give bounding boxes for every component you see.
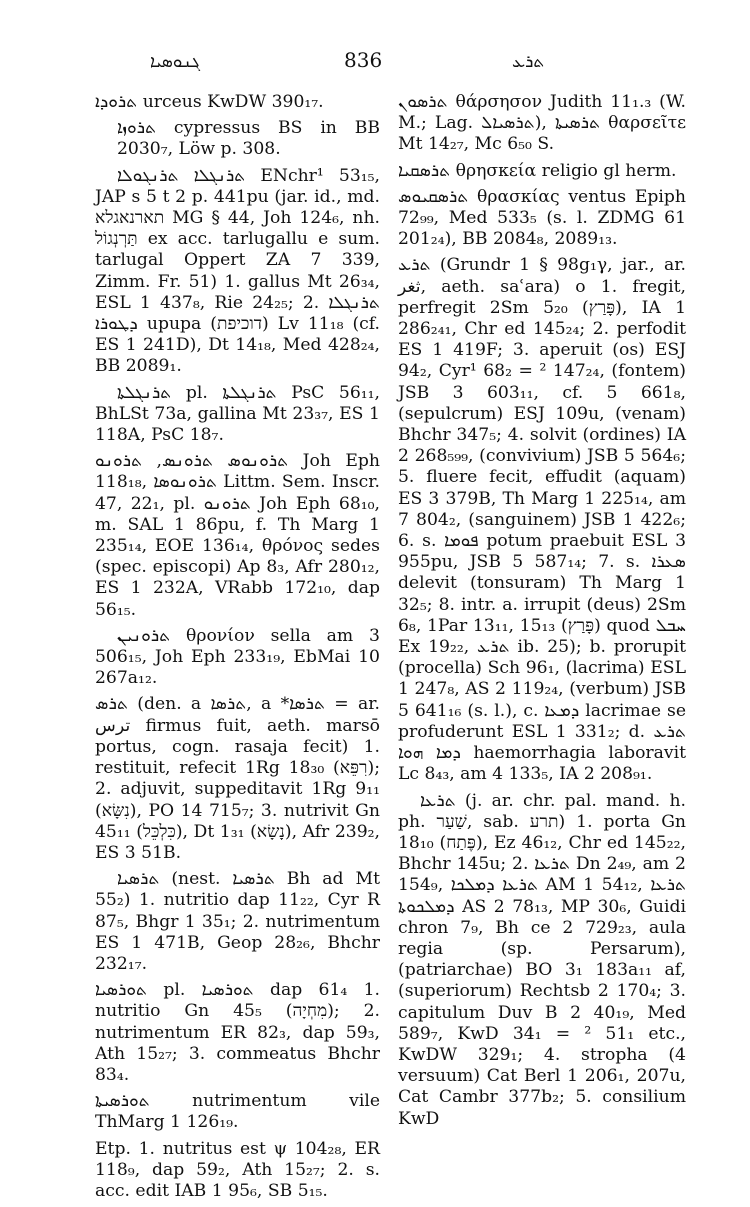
dictionary-entry: ܬܘܪܣܝܐ pl. ܬܘܪܣܝܐ dap 61₄ 1. nutritio Gn 45₅ (מִחְיָה); 2. nutrimentum ER 82₃, dap 59₃, Ath 15₂₇; 3. commeatus Bhchr 83₄. bbox=[95, 980, 381, 1085]
header-right-word: ܬܪܥ bbox=[512, 52, 545, 72]
dictionary-entry: ܬܪܢܓܠܬܐ pl. ܬܪܢܓܠܬܐ PsC 56₁₁, BhLSt 73a, gallina Mt 23₃₇, ES 1 118A, PsC 18₇. bbox=[95, 382, 380, 446]
dictionary-entry: ܬܪܘܢܘܣ ܬܪܘܢܣ, ܬܪܘܢܘ Joh Eph 118₁₈, ܬܪܘܢܘܣܐ Littm. Sem. Inscr. 47, 22₁, pl. ܬܪܘܢܘ Joh Eph 68₁₀, m. SAL 1 86pu, f. Th Marg 1 235₁₄, EOE 136₁₄, θρόνος sedes (spec. episcopi) Ap 8₃, Afr 280₁₂, ES 1 232A, VRabb 172₁₀, dap 56₁₅. bbox=[95, 451, 381, 620]
dictionary-entry: ܬܪܣܝܐ (nest. ܬܪܣܝܐ Bh ad Mt 55₂) 1. nutritio dap 11₂₂, Cyr R 87₅, Bhgr 1 35₁; 2. nutrimentum ES 1 471B, Geop 28₂₆, Bhchr 232₁₇. bbox=[95, 869, 380, 974]
right-column bbox=[398, 92, 686, 1135]
dictionary-entry: ܬܘܪܣܝܬܐ nutrimentum vile ThMarg 1 126₁₉. bbox=[95, 1091, 380, 1133]
left-column bbox=[95, 92, 380, 1207]
page-number: 836 bbox=[344, 48, 383, 72]
dictionary-entry: ܬܪܘܕܐ urceus KwDW 390₁₇. bbox=[95, 92, 324, 112]
page-header bbox=[0, 48, 750, 78]
dictionary-entry: ܬܪܣܘܢ θάρσησον Judith 11₁.₃ (W. M.; Lag. ܬܪܣܝܐܠ), ܬܪܣܝܬܐ θαρσεῖτε Mt 14₂₇, Mc 6₅₀ S. bbox=[398, 92, 687, 155]
dictionary-entry: Etp. 1. nutritus est ψ 104₂₈, ER 118₉, dap 59₂, Ath 15₂₇; 2. s. acc. edit IAB 1 95₆, SB 5₁₅. bbox=[95, 1138, 380, 1201]
dictionary-entry: ܬܪܘܙܐ cypressus BS in BB 2030₇, Löw p. 308. bbox=[117, 118, 380, 160]
dictionary-entry: ܬܪܣ (den. a ܬܪܣܐ, a *ܬܪܣܐ = ar. ترس firmus fuit, aeth. marsō portus, cogn. rasaja fecit) 1. restituit, refecit 1Rg 18₃₀ (רִפֵּא); 2. adjuvit, suppeditavit 1Rg 9₁₁ (נִשָּׂא), PO 14 715₇; 3. nutrivit Gn 45₁₁ (כִּלְכֵּל), Dt 1₃₁ (נָשָׂא), Afr 239₂, ES 3 51B. bbox=[95, 694, 380, 863]
dictionary-entry: ܬܪܥ (Grundr 1 § 98g₁γ, jar., ar. ثغر, aeth. saʿara) o 1. fregit, perfregit 2Sm 5₂₀ (פָּרַץ), IA 1 286₂₄₁, Chr ed 145₂₄; 2. perfodit ES 1 419F; 3. aperuit (os) ESJ 94₂, Cyr¹ 68₂ = ² 147₂₄, (fontem) JSB 3 603₁₁, cf. 5 661₈, (sepulcrum) ESJ 109u, (venam) Bhchr 347₅; 4. solvit (ordines) IA 2 268₅₉₉, (convivium) JSB 5 564₆; 5. fluere fecit, effudit (aquam) ES 3 379B, Th Marg 1 225₁₄, am 7 804₂, (sanguinem) JSB 1 422₆; 6. s. ܦܘܡܐ potum praebuit ESL 3 955pu, JSB 5 587₁₄; 7. s. ܣܥܪܐ delevit (tonsuram) Th Marg 1 32₅; 8. intr. a. irrupit (deus) 2Sm 6₈, 1Par 13₁₁, 15₁₃ (פָּרַץ) quod ܚܒܠ Ex 19₂₂, ܬܪܥ ib. 25); b. prorupit (procella) Sch 96₁, (lacrima) ESL 1 247₈, AS 2 119₂₄, (verbum) JSB 5 641₁₆ (s. l.), c. ܕܡܥܐ lacrimae se profuderunt ESL 1 331₂; d. ܬܪܥ ܕܡܐ ܗܘܐ haemorrhagia laboravit Lc 8₄₃, am 4 133₅, IA 2 208₉₁. bbox=[398, 255, 687, 785]
dictionary-entry: ܬܪܘܢܝܢ θρονίον sella am 3 506₁₅, Joh Eph 233₁₉, EbMai 10 267a₁₂. bbox=[95, 625, 380, 689]
dictionary-entry: ܬܪܥܐ (j. ar. chr. pal. mand. h. ph. שַׁעַר, sab. תרע) 1. porta Gn 18₁₀ (פֶּתַח), Ez 46₁₂, Chr ed 145₂₂, Bhchr 145u; 2. ܬܪܥܐ Dn 2₄₉, am 2 154₉, ܬܪܥܐ ܕܡܠܟܐ AM 1 54₁₂, ܬܪܥܐ ܕܡܠܟܘܬܐ AS 2 78₁₃, MP 30₆, Guidi chron 7₉, Bh ce 2 729₂₃, aula regia (sp. Persarum), (patriarchae) BO 3₁ 183a₁₁ af, (superiorum) Rechtsb 2 170₄; 3. capitulum Duv B 2 40₁₉, Med 589₇, KwD 34₁ = ² 51₁ etc., KwDW 329₁; 4. stropha (4 versuum) Cat Berl 1 206₁, 207u, Cat Cambr 377b₂; 5. consilium KwD bbox=[398, 790, 687, 1129]
dictionary-entry: ܬܪܣܩܝܘܣ θρασκίας ventus Epiph 72₉₉, Med 533₅ (s. l. ZDMG 61 201₂₄), BB 2084₈, 2089₁₃. bbox=[398, 186, 686, 250]
header-left-word: ܓܢܘܣܝܐ bbox=[150, 52, 201, 72]
dictionary-entry: ܬܪܢܓܠܐ ܬܪܢܓܘܠܐ ENchr¹ 53₁₅, JAP s 5 t 2 p. 441pu (jar. id., md. תארנאגלא MG § 44, Joh 124₆, nh. תַּרְנְגוֹל ex acc. tarlugallu e sum. tarlugal Oppert ZA 7 339, Zimm. Fr. 51) 1. gallus Mt 26₃₄, ESL 1 437₈, Rie 24₂₅; 2. ܬܪܢܓܠܐ ܕܛܘܪܐ upupa (דוכיפת) Lv 11₁₈ (cf. ES 1 241D), Dt 14₁₈, Med 428₂₄, BB 2089₁. bbox=[95, 165, 380, 377]
dictionary-entry: ܬܪܣܩܝܐ θρησκεία religio gl herm. bbox=[398, 160, 677, 181]
